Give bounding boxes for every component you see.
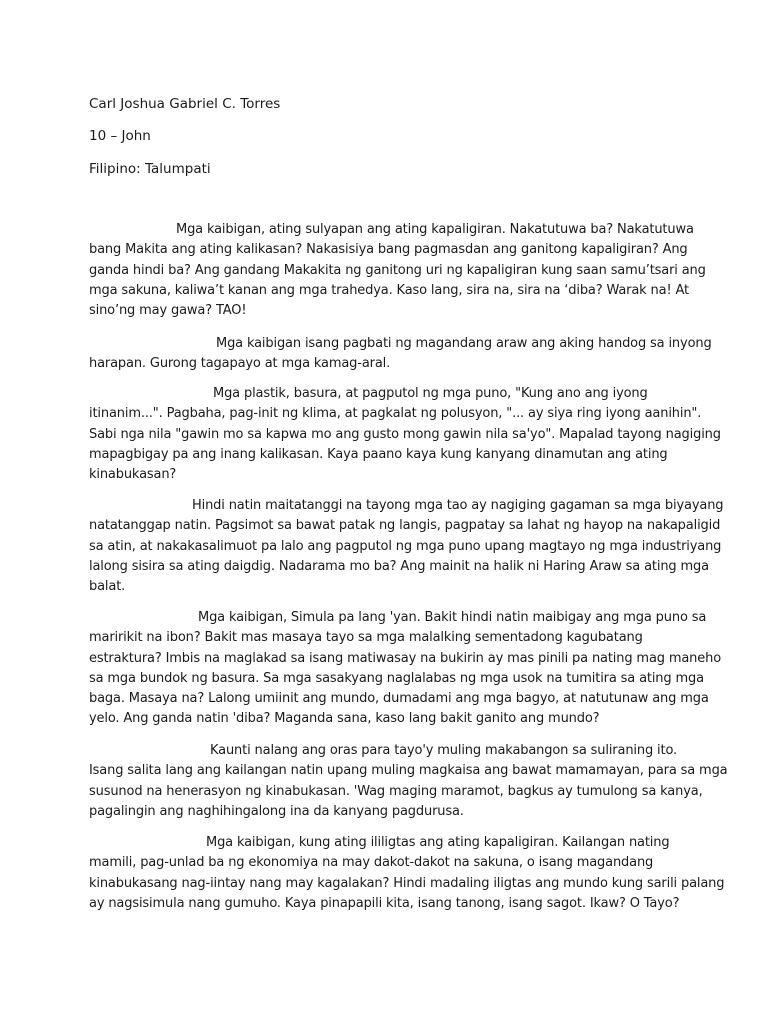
paragraph <box>89 334 712 375</box>
paragraph-line: sino’ng may gawa? TAO! <box>89 303 247 319</box>
paragraph <box>89 496 724 597</box>
paragraph-line: baga. Masaya na? Lalong umiinit ang mundo, dumadami ang mga bagyo, at natutunaw ang mga <box>89 691 709 707</box>
paragraph-line: mapagbigay pa ang inang kalikasan. Kaya paano kaya kung kanyang dinamutan ang ating <box>89 446 668 462</box>
paragraph-line: kinabukasan? <box>89 467 177 483</box>
paragraph-line: yelo. Ang ganda natin 'diba? Maganda sana, kaso lang bakit ganito ang mundo? <box>89 711 600 727</box>
paragraph-line: lalong sisira sa ating daigdig. Nadarama mo ba? Ang mainit na halik ni Haring Araw sa ating mga <box>89 558 709 574</box>
paragraph <box>89 741 728 822</box>
paragraph <box>89 608 722 730</box>
paragraph-line: Kaunti nalang ang oras para tayo'y muling makabangon sa suliraning ito. <box>210 743 678 758</box>
paragraph-line: Hindi natin maitatanggi na tayong mga tao ay nagiging gagaman sa mga biyayang <box>192 498 724 513</box>
paragraph-line: Mga kaibigan, Simula pa lang 'yan. Bakit hindi natin maibigay ang mga puno sa <box>198 610 707 625</box>
paragraph-line: sa mga bundok ng basura. Sa mga sasakyang naglalabas ng mga usok na tumitira sa ating mga <box>89 670 704 686</box>
paragraph <box>89 384 721 485</box>
paragraph-line: Isang salita lang ang kailangan natin upang muling magkaisa ang bawat mamamayan, para sa mga <box>89 763 728 779</box>
paragraph-line: Mga kaibigan, ating sulyapan ang ating kapaligiran. Nakatutuwa ba? Nakatutuwa <box>176 222 694 237</box>
paragraph-line: ganda hindi ba? Ang gandang Makakita ng ganitong uri ng kapaligiran kung saan samu’tsari ang <box>89 262 706 278</box>
paragraph-line: itinanim...". Pagbaha, pag-init ng klima, at pagkalat ng polusyon, "... ay siya ring iyong aanihin". <box>89 406 702 422</box>
paragraph <box>89 833 725 914</box>
paragraph-line: balat. <box>89 579 126 595</box>
paragraph-line: Mga kaibigan isang pagbati ng magandang araw ang aking handog sa inyong <box>216 336 712 351</box>
paragraph <box>89 220 706 321</box>
paragraph-line: Sabi nga nila "gawin mo sa kapwa mo ang gusto mong gawin nila sa'yo". Mapalad tayong nagiging <box>89 426 721 442</box>
paragraph-line: bang Makita ang ating kalikasan? Nakasisiya bang pagmasdan ang ganitong kapaligiran? Ang <box>89 242 688 258</box>
paragraph-line: mamili, pag-unlad ba ng ekonomiya na may dakot-dakot na sakuna, o isang magandang <box>89 855 654 871</box>
paragraph-line: Mga kaibigan, kung ating ililigtas ang ating kapaligiran. Kailangan nating <box>206 835 670 850</box>
paragraph-line: mga sakuna, kaliwa’t kanan ang mga trahedya. Kaso lang, sira na, sira na ‘diba? Warak na! At <box>89 282 689 298</box>
paragraph-line: Mga plastik, basura, at pagputol ng mga puno, "Kung ano ang iyong <box>213 386 648 401</box>
paragraph-line: sa atin, at nakakasalimuot pa lalo ang pagputol ng mga puno upang magtayo ng mga industriyang <box>89 538 722 554</box>
paragraph-line: kinabukasang nag-iintay nang may kagalakan? Hindi madaling iligtas ang mundo kung sarili palang <box>89 875 725 891</box>
paragraph-line: pagalingin ang naghihingalong ina da kanyang pagdurusa. <box>89 803 464 819</box>
paragraph-line: estraktura? Imbis na maglakad sa isang matiwasay na bukirin ay mas pinili pa nating mag maneho <box>89 650 722 666</box>
subject-title: Filipino: Talumpati <box>89 161 211 177</box>
paragraph-line: ay nagsisimula nang gumuho. Kaya pinapapili kita, isang tanong, isang sagot. Ikaw? O Tayo? <box>89 895 680 911</box>
paragraph-line: natatanggap natin. Pagsimot sa bawat patak ng langis, pagpatay sa lahat ng hayop na nakapaligid <box>89 518 721 534</box>
paragraph-line: susunod na henerasyon ng kinabukasan. 'Wag maging maramot, bagkus ay tumulong sa kanya, <box>89 783 703 799</box>
paragraph-line: harapan. Gurong tagapayo at mga kamag-aral. <box>89 356 391 372</box>
grade-section: 10 – John <box>89 128 151 144</box>
paragraph-line: maririkit na ibon? Bakit mas masaya tayo sa mga malalking sementadong kagubatang <box>89 630 643 646</box>
author-name: Carl Joshua Gabriel C. Torres <box>89 96 281 112</box>
